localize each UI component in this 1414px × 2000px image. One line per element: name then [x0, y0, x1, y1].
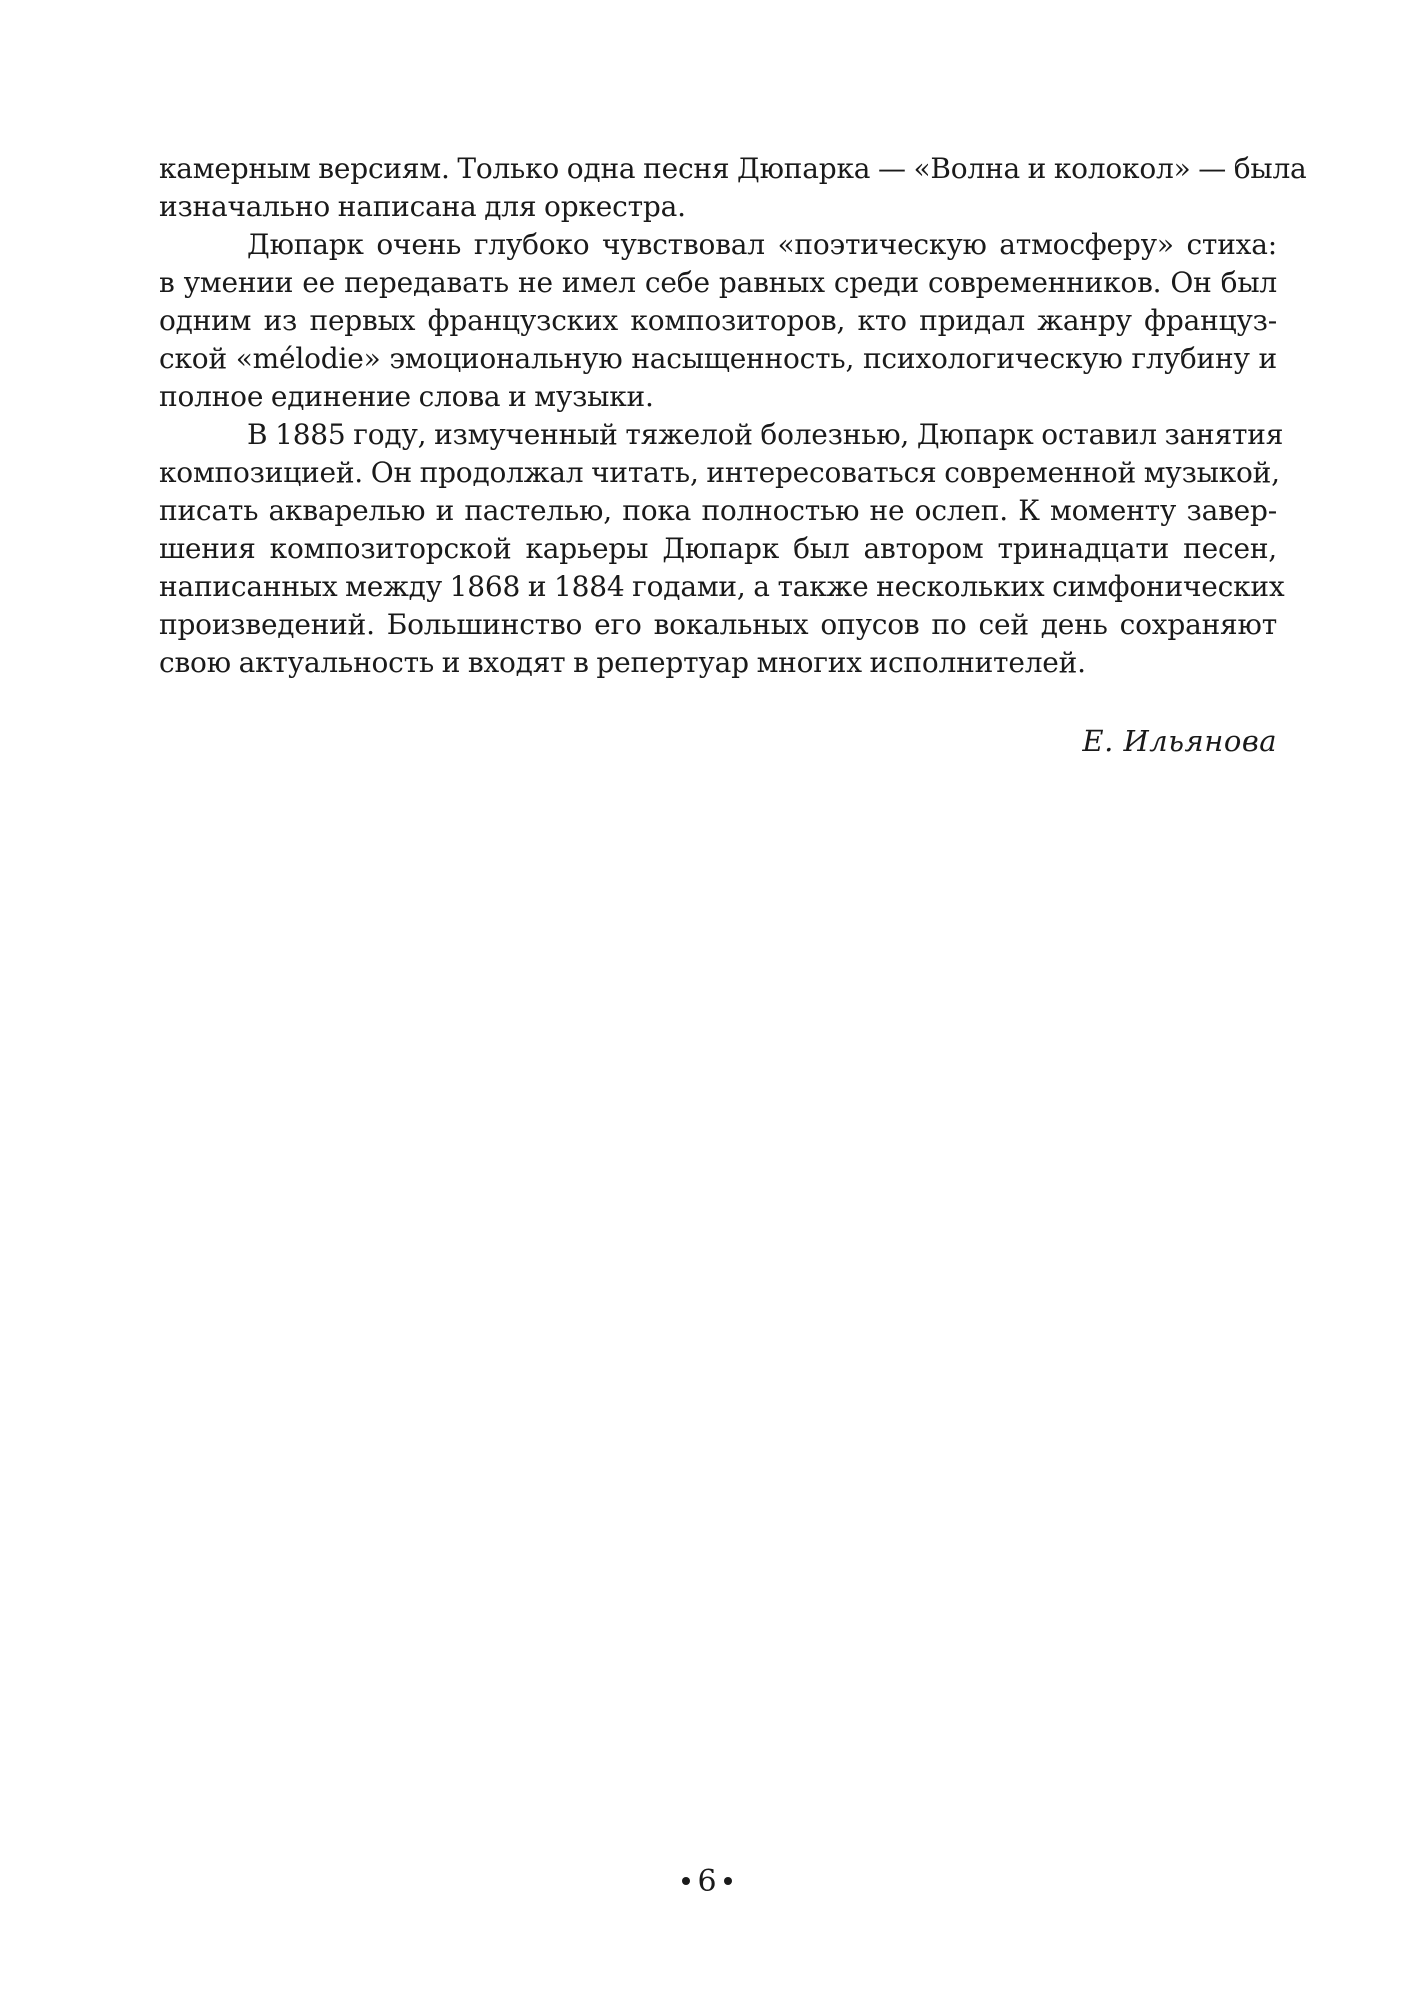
- bullet-dot-left-icon: [682, 1877, 690, 1885]
- page-number-footer: [0, 1862, 1414, 1902]
- paragraph-2-line-2: в умении ее передавать не имел себе равных среди современников. Он был: [159, 266, 1277, 299]
- author-signature: Е. Ильянова: [1082, 724, 1277, 758]
- paragraph-3-line-4: шения композиторской карьеры Дюпарк был автором тринадцати песен,: [159, 532, 1277, 565]
- paragraph-2-line-4: ской «mélodie» эмоциональную насыщенность, психологическую глубину и: [159, 342, 1277, 375]
- paragraph-2-line-5: полное единение слова и музыки.: [159, 380, 654, 413]
- paragraph-3-line-6: произведений. Большинство его вокальных опусов по сей день сохраняют: [159, 608, 1277, 641]
- paragraph-2-line-3: одним из первых французских композиторов, кто придал жанру француз-: [159, 304, 1277, 337]
- paragraph-3-line-2: композицией. Он продолжал читать, интересоваться современной музыкой,: [159, 456, 1280, 489]
- bullet-dot-right-icon: [724, 1877, 732, 1885]
- paragraph-1-line-1: камерным версиям. Только одна песня Дюпарка — «Волна и колокол» — была: [159, 152, 1307, 185]
- page-number: 6: [697, 1864, 717, 1899]
- paragraph-3-line-5: написанных между 1868 и 1884 годами, а также нескольких симфонических: [159, 570, 1285, 603]
- paragraph-3-line-7: свою актуальность и входят в репертуар многих исполнителей.: [159, 646, 1086, 679]
- paragraph-2-line-1: Дюпарк очень глубоко чувствовал «поэтическую атмосферу» стиха:: [247, 228, 1277, 261]
- paragraph-3-line-1: В 1885 году, измученный тяжелой болезнью, Дюпарк оставил занятия: [247, 418, 1284, 451]
- body-text: [159, 150, 1307, 682]
- paragraph-3-line-3: писать акварелью и пастелью, пока полностью не ослеп. К моменту завер-: [159, 494, 1277, 527]
- paragraph-1-line-2: изначально написана для оркестра.: [159, 190, 686, 223]
